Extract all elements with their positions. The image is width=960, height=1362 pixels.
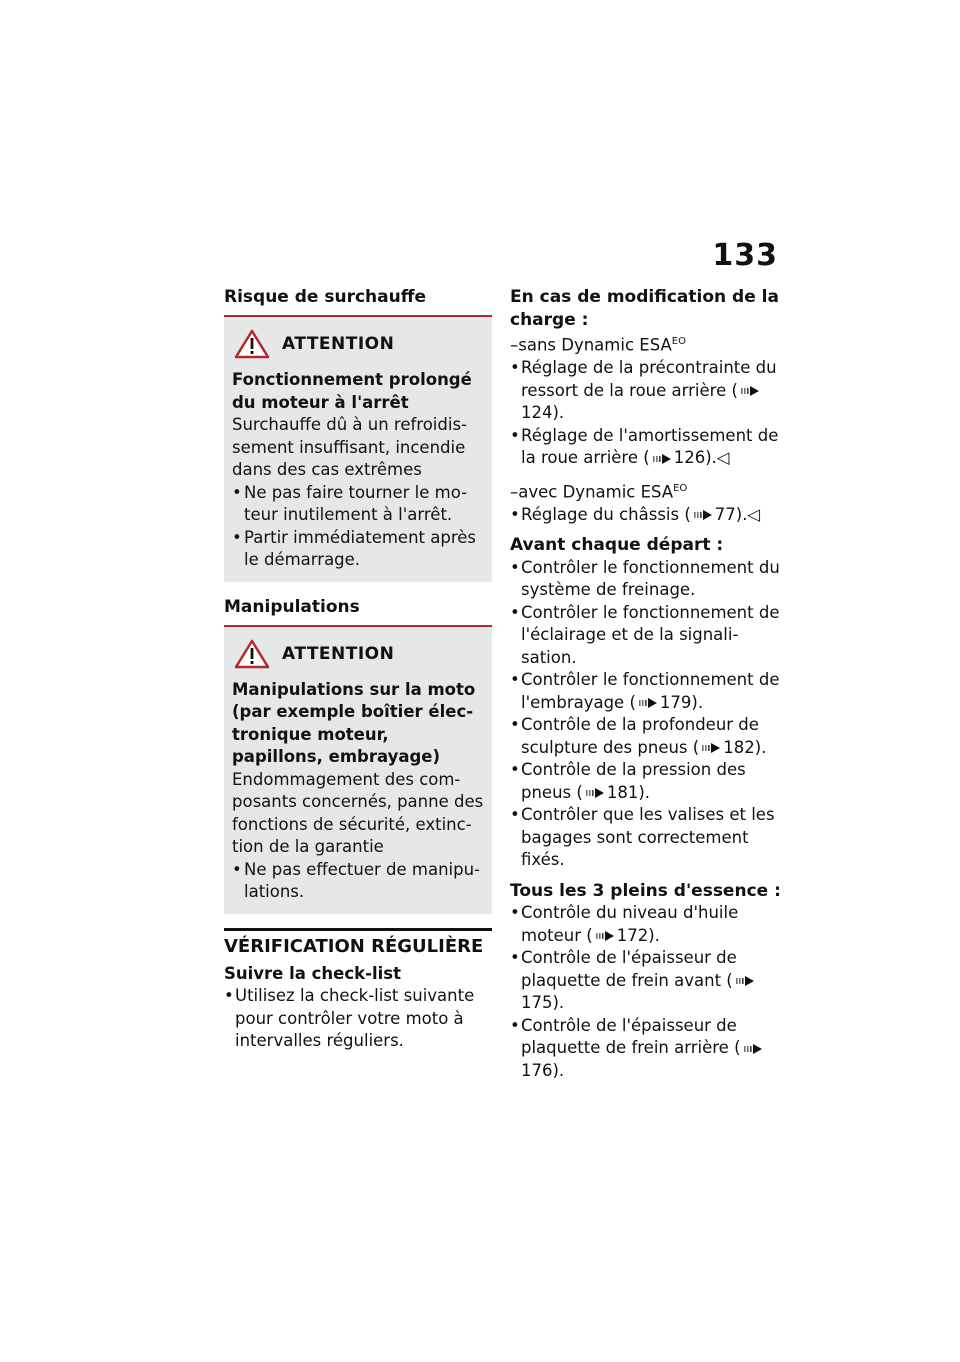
heading-load-change: En cas de modification de la charge : xyxy=(510,287,779,330)
list-item: • Contrôler le fonctionnement du système de freinage. xyxy=(510,557,782,602)
page-reference[interactable]: 124 xyxy=(521,403,553,422)
page-reference-arrow-icon xyxy=(595,930,615,942)
warning-text: Surchauffe dû à un refroidis-sement insuffisant, incendie dans des cas extrêmes xyxy=(232,415,467,479)
page-reference[interactable]: 77 xyxy=(714,504,736,524)
variant-without-esa: –sans Dynamic $ESA^{EO}$ xyxy=(510,335,686,355)
variant2-list xyxy=(510,504,782,527)
list-item: • Réglage du châssis ( 77).◁ xyxy=(510,504,782,527)
page-reference[interactable]: 175 xyxy=(521,993,553,1012)
warning-heading: Fonctionnement prolongé du moteur à l'arrêt xyxy=(232,370,472,412)
section-title-overheat: Risque de surchauffe xyxy=(224,287,427,307)
heading-before-departure: Avant chaque départ : xyxy=(510,535,724,555)
list-item: • Contrôler le fonctionnement de l'embrayage ( 179). xyxy=(510,669,782,714)
variant-with-esa: –avec Dynamic $ESA^{EO}$ xyxy=(510,482,688,501)
list-item: • Contrôle de l'épaisseur de plaquette de frein avant (175). xyxy=(510,947,782,1015)
warning-item: • Ne pas effectuer de manipu-lations. xyxy=(232,859,484,904)
warning-triangle-icon xyxy=(234,639,270,669)
page-reference[interactable]: 126 xyxy=(673,448,706,467)
warning-heading: Manipulations sur la moto (par exemple boîtier élec-tronique moteur, papillons, embrayage) xyxy=(232,679,476,766)
page-reference-arrow-icon xyxy=(735,975,755,987)
list-item: • Contrôler que les valises et les bagages sont correctement fixés. xyxy=(510,804,782,872)
before-departure-list xyxy=(510,557,782,872)
page-reference-arrow-icon xyxy=(693,509,713,521)
list-item: • Contrôle de l'épaisseur de plaquette de frein arrière (176). xyxy=(510,1015,782,1083)
page-number: 133 xyxy=(712,238,778,273)
warning-text: Endommagement des com-posants concernés, panne des fonctions de sécurité, extinc-tion de la garantie xyxy=(232,769,484,856)
checklist-item: • Utilisez la check-list suivante pour contrôler votre moto à intervalles réguliers. xyxy=(224,985,492,1053)
warning-triangle-icon xyxy=(234,329,270,359)
page-reference[interactable]: 181 xyxy=(606,782,639,802)
chapter-divider xyxy=(224,928,492,935)
warning-box-manipulations xyxy=(224,627,492,914)
right-column xyxy=(510,286,782,1082)
page-reference-arrow-icon xyxy=(585,787,605,799)
warning-item: • Partir immédiatement après le démarrage. xyxy=(232,527,484,572)
list-item: • Contrôle du niveau d'huile moteur ( 172). xyxy=(510,902,782,947)
variant1-list xyxy=(510,357,782,470)
page-reference-arrow-icon xyxy=(701,742,721,754)
warning-header xyxy=(234,637,484,671)
warning-label: ATTENTION xyxy=(282,643,395,664)
every-3-fills-list xyxy=(510,902,782,1082)
list-item: • Contrôle de la profondeur de sculpture des pneus ( 182). xyxy=(510,714,782,759)
warning-label: ATTENTION xyxy=(282,334,395,354)
section-title-manipulations: Manipulations xyxy=(224,596,360,617)
page-reference-arrow-icon xyxy=(652,453,672,465)
list-item: • Contrôler le fonctionnement de l'éclairage et de la signali-sation. xyxy=(510,602,782,670)
page-reference-arrow-icon xyxy=(638,697,658,709)
warning-box-overheat xyxy=(224,317,492,582)
page-reference[interactable]: 182 xyxy=(723,737,755,757)
page-reference[interactable]: 172 xyxy=(616,925,649,945)
list-item: • Réglage de l'amortissement de la roue arrière ( 126).◁ xyxy=(510,425,782,470)
page-reference-arrow-icon xyxy=(740,385,760,397)
warning-item: • Ne pas faire tourner le mo-teur inutilement à l'arrêt. xyxy=(232,482,484,527)
chapter-title: VÉRIFICATION RÉGULIÈRE xyxy=(224,935,484,957)
left-column xyxy=(224,286,492,1053)
checklist-subtitle: Suivre la check-list xyxy=(224,963,401,983)
heading-every-3-fills: Tous les 3 pleins d'essence : xyxy=(510,880,781,901)
page-reference[interactable]: 176 xyxy=(521,1060,553,1080)
list-item: • Réglage de la précontrainte du ressort de la roue arrière (124). xyxy=(510,357,782,425)
page-reference-arrow-icon xyxy=(743,1043,763,1055)
page-reference[interactable]: 179 xyxy=(659,692,692,712)
warning-header xyxy=(234,327,484,361)
list-item: • Contrôle de la pression des pneus ( 181). xyxy=(510,759,782,804)
